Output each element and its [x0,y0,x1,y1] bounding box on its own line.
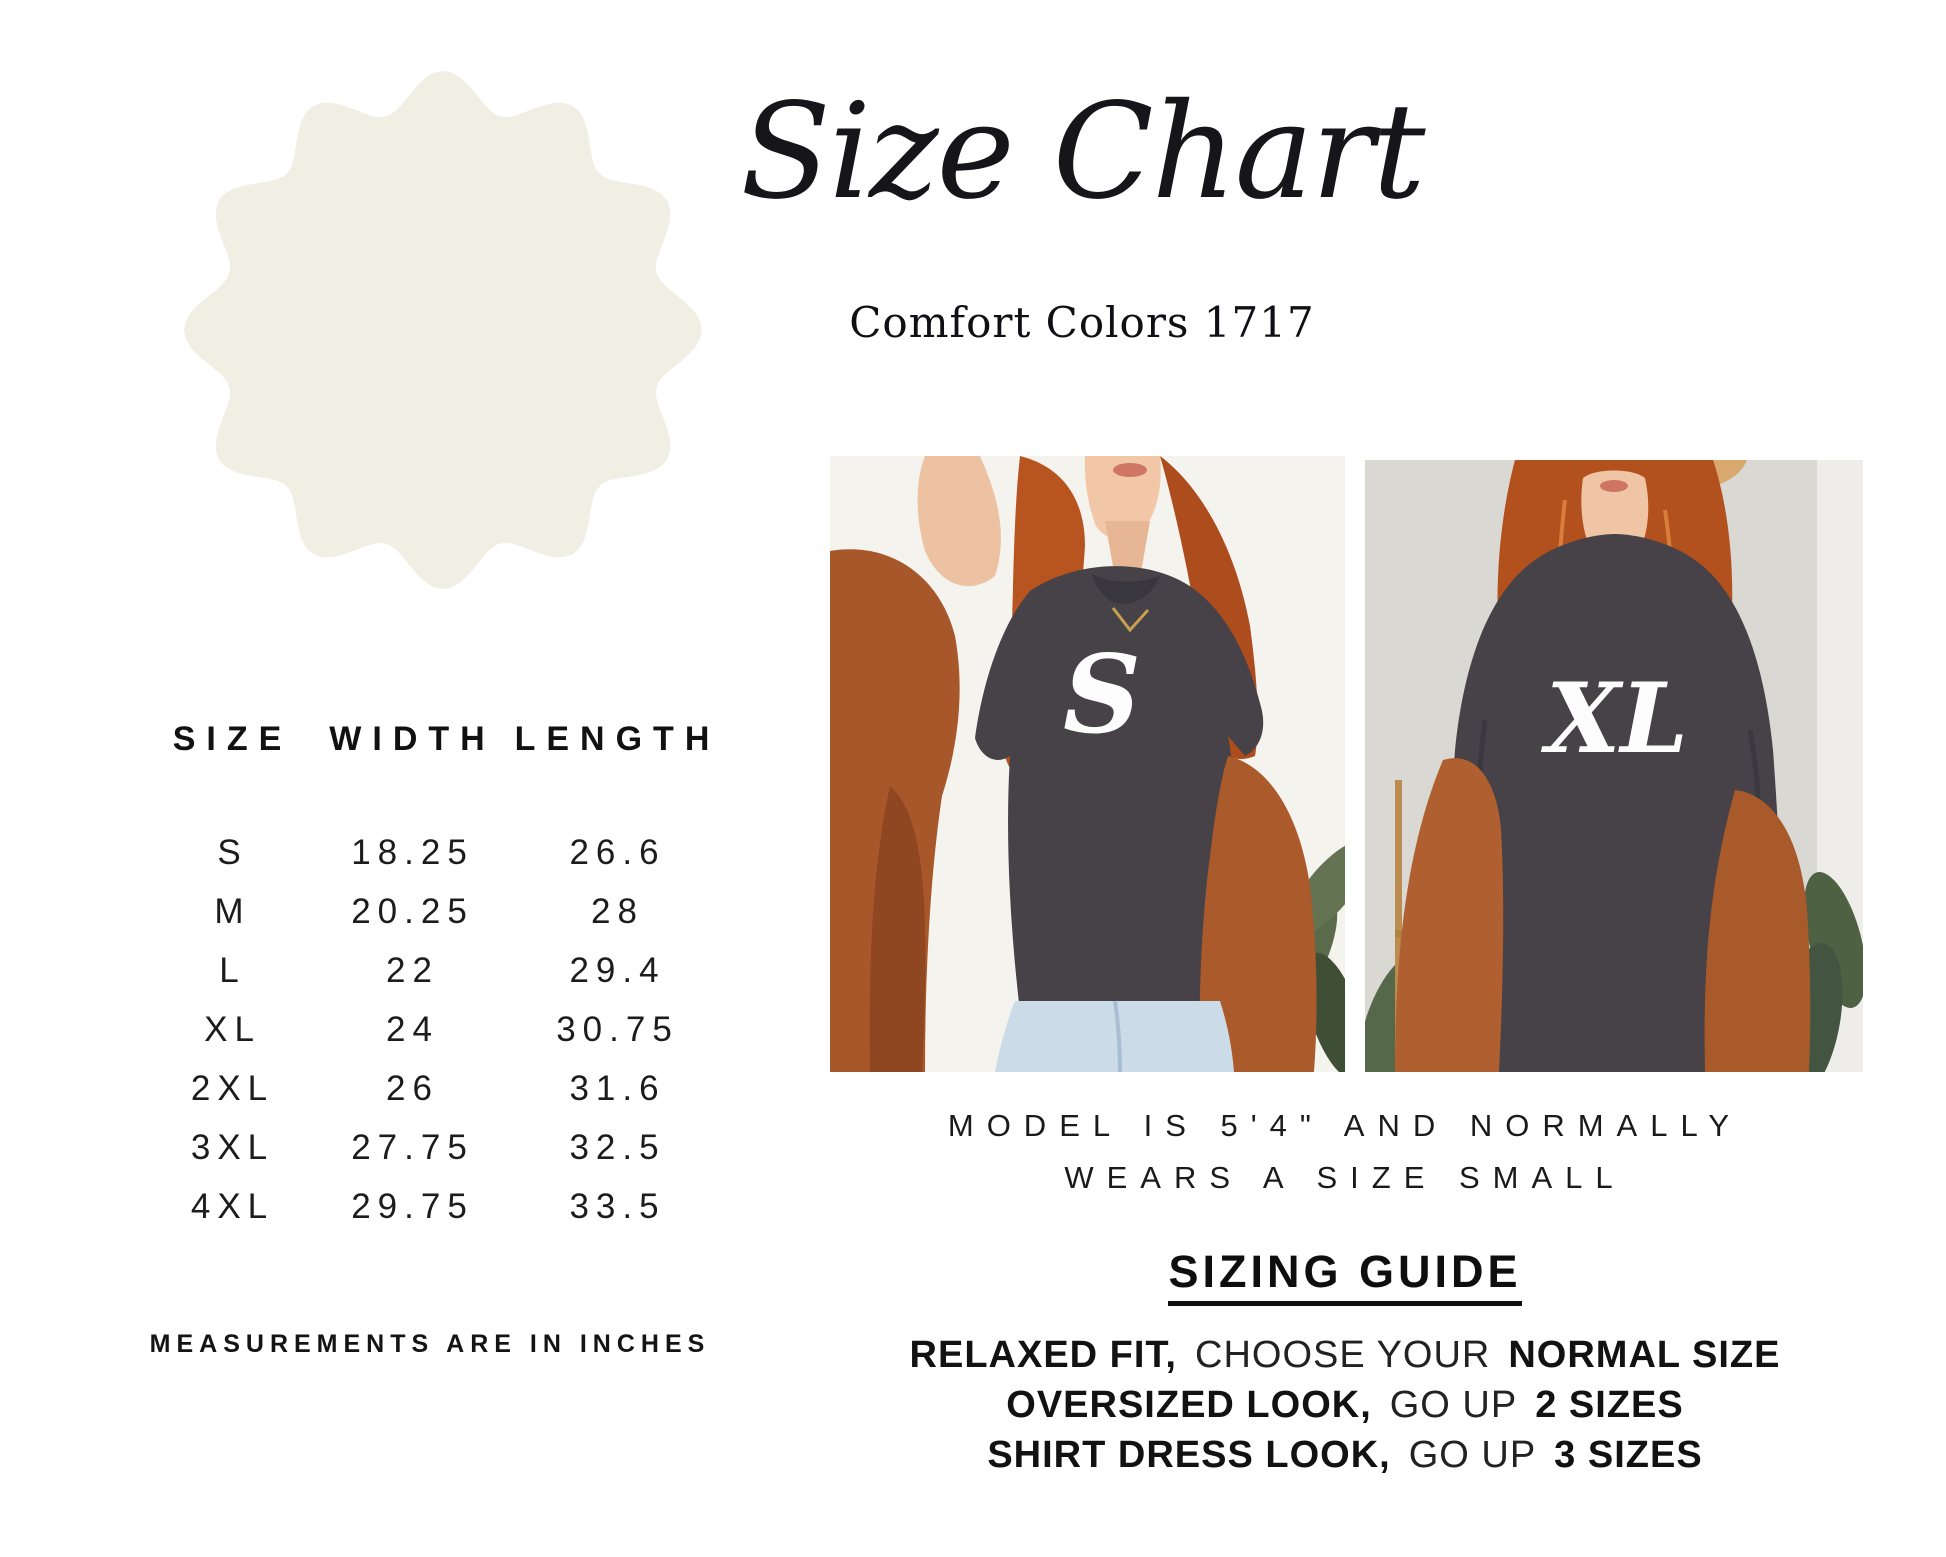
guide-line-relaxed [780,1330,1910,1380]
table-header-row [150,720,740,759]
size-table [150,720,740,1236]
size-cell: XL [204,1009,261,1049]
width-cell: 29.75 [351,1186,474,1226]
measurements-note: MEASUREMENTS ARE IN INCHES [149,1330,711,1358]
width-cell: 20.25 [351,891,474,931]
table-row [150,882,740,941]
model-note-line1: MODEL IS 5'4" AND NORMALLY [947,1108,1743,1143]
col-header-size: SIZE [172,720,293,758]
sizing-guide-heading: SIZING GUIDE [1168,1246,1521,1306]
table-row [150,1059,740,1118]
guide-regular-segment: CHOOSE YOUR [1195,1334,1491,1376]
length-cell: 28 [591,891,644,931]
length-cell: 29.4 [569,950,666,990]
width-cell: 26 [386,1068,439,1108]
guide-bold-segment: 2 SIZES [1535,1384,1684,1426]
scalloped-blob-shape [184,71,702,589]
length-cell: 32.5 [569,1127,666,1167]
width-cell: 18.25 [351,832,474,872]
col-header-width: WIDTH [329,720,496,758]
page-title: Size Chart [740,75,1424,229]
length-cell: 30.75 [556,1009,679,1049]
shirt-size-letter-xl: XL [1546,662,1688,775]
guide-bold-segment: SHIRT DRESS LOOK, [987,1434,1391,1476]
width-cell: 22 [386,950,439,990]
length-cell: 33.5 [569,1186,666,1226]
guide-bold-segment: 3 SIZES [1554,1434,1703,1476]
model-photo-s-illustration [830,456,1345,1072]
model-photo-xl-illustration [1365,460,1863,1072]
model-photo-size-xl [1365,460,1863,1072]
size-cell: 3XL [190,1127,275,1167]
size-cell: M [214,891,251,931]
length-cell: 26.6 [569,832,666,872]
shirt-size-letter-s: S [1063,632,1141,758]
table-row [150,1000,740,1059]
guide-regular-segment: GO UP [1389,1384,1518,1426]
sizing-guide-lines [780,1330,1910,1480]
guide-bold-segment: OVERSIZED LOOK, [1006,1384,1372,1426]
sizing-guide [780,1246,1910,1480]
lips [1600,480,1628,492]
size-cell: 4XL [190,1186,275,1226]
model-note [780,1100,1910,1204]
model-photo-size-s [830,456,1345,1072]
width-cell: 24 [386,1009,439,1049]
table-row [150,941,740,1000]
guide-bold-segment: NORMAL SIZE [1508,1334,1781,1376]
table-body [150,823,740,1236]
lips [1113,463,1147,477]
table-row [150,1177,740,1236]
page-subtitle: Comfort Colors 1717 [849,298,1315,347]
width-cell: 27.75 [351,1127,474,1167]
col-header-length: LENGTH [514,720,721,758]
length-cell: 31.6 [569,1068,666,1108]
size-cell: S [217,832,248,872]
size-cell: 2XL [190,1068,275,1108]
guide-regular-segment: GO UP [1408,1434,1537,1476]
guide-line-shirt-dress [780,1430,1910,1480]
table-row [150,823,740,882]
header [632,52,1532,252]
scalloped-blob [183,58,703,603]
model-note-line2: WEARS A SIZE SMALL [1064,1160,1626,1195]
table-row [150,1118,740,1177]
size-cell: L [219,950,246,990]
guide-line-oversized [780,1380,1910,1430]
guide-bold-segment: RELAXED FIT, [909,1334,1177,1376]
